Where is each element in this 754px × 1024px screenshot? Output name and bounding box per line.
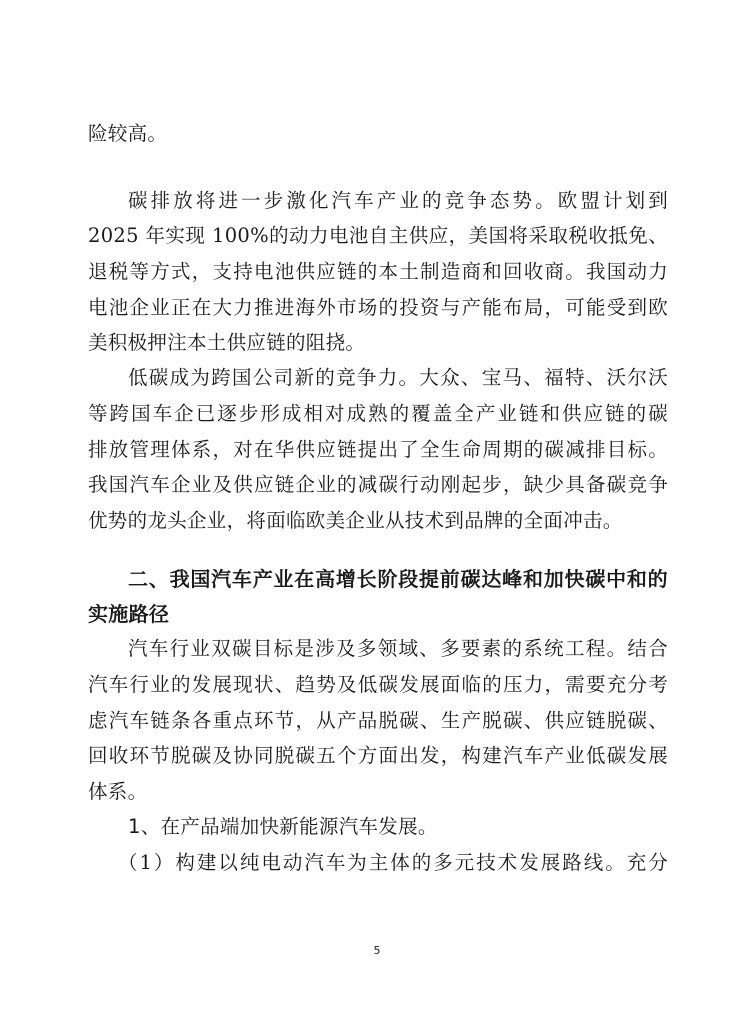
page-number: 5	[373, 944, 381, 957]
paragraph-line: 体系。	[88, 780, 148, 803]
subsection-heading: 1、在产品端加快新能源汽车发展。	[128, 815, 438, 838]
paragraph-line: 等跨国车企已逐步形成相对成熟的覆盖全产业链和供应链的碳	[88, 402, 668, 425]
paragraph-line: 低碳成为跨国公司新的竞争力。大众、宝马、福特、沃尔沃	[128, 366, 668, 389]
paragraph-line: 2025 年实现 100%的动力电池自主供应，美国将采取税收抵免、	[88, 224, 668, 247]
paragraph-line: 我国汽车企业及供应链企业的减碳行动刚起步，缺少具备碳竞争	[88, 473, 668, 496]
paragraph-line: 电池企业正在大力推进海外市场的投资与产能布局，可能受到欧	[88, 296, 668, 319]
paragraph-line: 美积极押注本土供应链的阻挠。	[88, 331, 366, 354]
paragraph-line: 优势的龙头企业，将面临欧美企业从技术到品牌的全面冲击。	[88, 509, 623, 532]
paragraph-line: 退税等方式，支持电池供应链的本土制造商和回收商。我国动力	[88, 260, 668, 283]
paragraph-line: 回收环节脱碳及协同脱碳五个方面出发，构建汽车产业低碳发展	[88, 744, 668, 767]
paragraph-line: 排放管理体系，对在华供应链提出了全生命周期的碳减排目标。	[88, 438, 668, 461]
section-heading: 实施路径	[88, 602, 170, 626]
section-heading: 二、我国汽车产业在高增长阶段提前碳达峰和加快碳中和的	[128, 567, 668, 591]
paragraph-line: 汽车行业双碳目标是涉及多领域、多要素的系统工程。结合	[128, 637, 668, 660]
paragraph-line: （1）构建以纯电动汽车为主体的多元技术发展路线。充分	[118, 851, 668, 874]
paragraph-line: 碳排放将进一步激化汽车产业的竞争态势。欧盟计划到	[128, 189, 668, 212]
paragraph-line: 汽车行业的发展现状、趋势及低碳发展面临的压力，需要充分考	[88, 673, 668, 696]
paragraph-line: 虑汽车链条各重点环节，从产品脱碳、生产脱碳、供应链脱碳、	[88, 709, 668, 732]
paragraph-line: 险较高。	[88, 122, 168, 145]
